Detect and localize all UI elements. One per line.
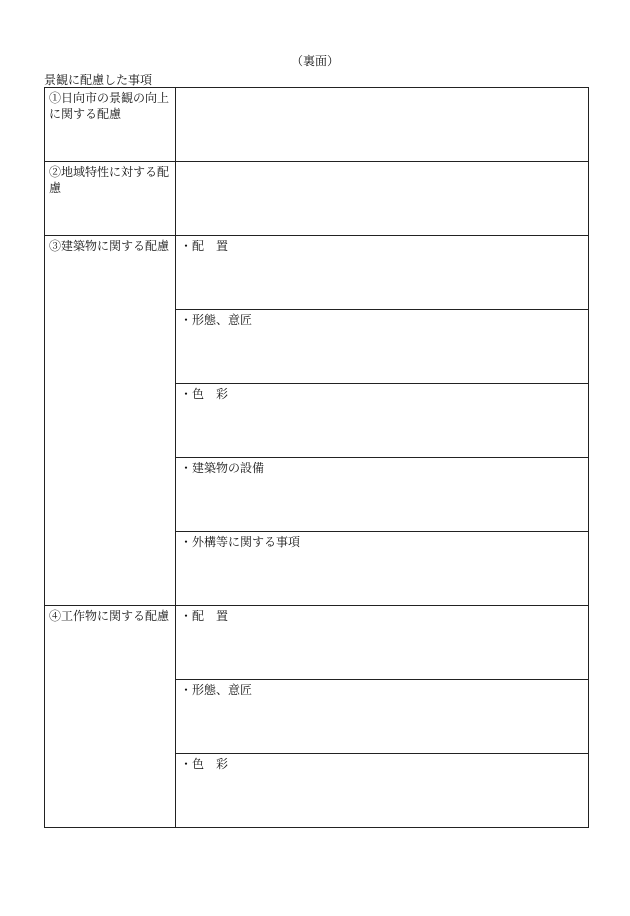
item-structure-form-design: ・形態、意匠 xyxy=(180,683,253,697)
row-landscape-improvement xyxy=(45,88,589,162)
item-building-equipment: ・建築物の設備 xyxy=(180,461,265,475)
section-caption: 景観に配慮した事項 xyxy=(44,73,153,87)
field-landscape-improvement[interactable] xyxy=(176,88,589,162)
field-building-exterior[interactable] xyxy=(176,532,589,606)
field-building-form-design[interactable] xyxy=(176,310,589,384)
field-building-equipment[interactable] xyxy=(176,458,589,532)
item-structure-color: ・色 彩 xyxy=(180,757,229,771)
label-regional-characteristics: ②地域特性に対する配慮 xyxy=(45,162,176,236)
considerations-form-table xyxy=(44,87,589,828)
item-building-exterior: ・外構等に関する事項 xyxy=(180,535,301,549)
item-building-form-design: ・形態、意匠 xyxy=(180,313,253,327)
label-landscape-improvement: ①日向市の景観の向上に関する配慮 xyxy=(45,88,176,162)
label-structure-considerations: ④工作物に関する配慮 xyxy=(45,606,176,828)
row-structure-layout xyxy=(45,606,589,680)
field-building-color[interactable] xyxy=(176,384,589,458)
field-structure-color[interactable] xyxy=(176,754,589,828)
item-building-color: ・色 彩 xyxy=(180,387,229,401)
field-building-layout[interactable] xyxy=(176,236,589,310)
page-heading: （裏面） xyxy=(290,54,339,68)
item-building-layout: ・配 置 xyxy=(180,239,229,253)
field-structure-form-design[interactable] xyxy=(176,680,589,754)
label-building-considerations: ③建築物に関する配慮 xyxy=(45,236,176,606)
field-structure-layout[interactable] xyxy=(176,606,589,680)
field-regional-characteristics[interactable] xyxy=(176,162,589,236)
row-building-layout xyxy=(45,236,589,310)
item-structure-layout: ・配 置 xyxy=(180,609,229,623)
row-regional-characteristics xyxy=(45,162,589,236)
